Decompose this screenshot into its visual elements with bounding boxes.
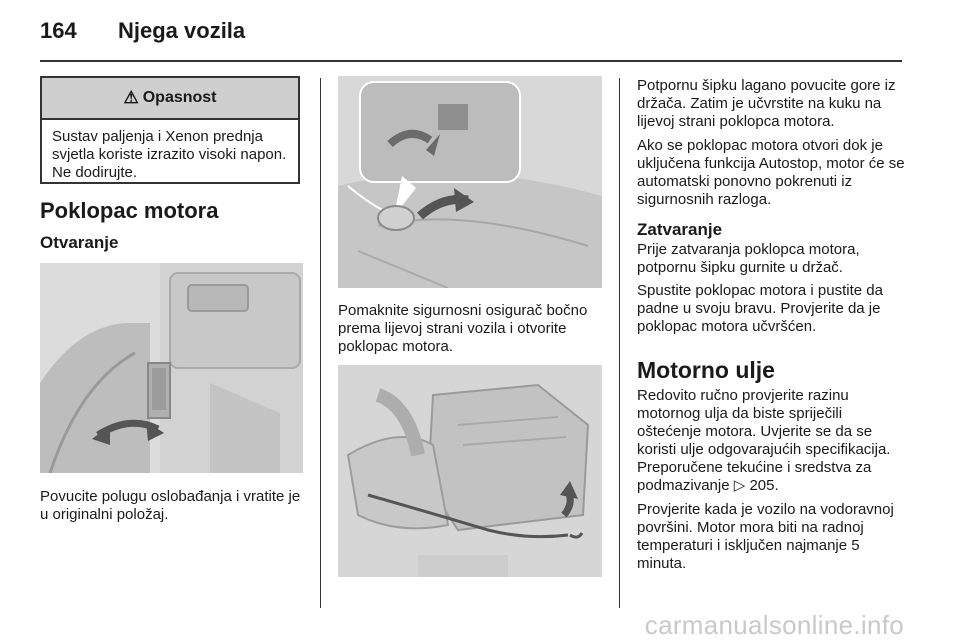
header-divider (40, 60, 902, 62)
column-divider (320, 78, 321, 608)
caption-safety-catch: Pomaknite sigurnosni osigurač bočno prema lijevoj strani vozila i otvorite poklopac motora. (338, 302, 588, 355)
page-reference-icon: ▷ (733, 477, 750, 494)
page-reference-link[interactable]: 205. (749, 477, 779, 494)
warning-triangle-icon: ⚠ (123, 88, 139, 107)
warning-text: Sustav paljenja i Xenon prednja svjetla koriste izrazito visoki napon. Ne dodirujte. (52, 128, 287, 181)
hood-release-lever-illustration (40, 263, 303, 473)
paragraph-oil-conditions: Provjerite kada je vozilo na vodoravnoj površini. Motor mora biti na radnoj temperaturi i isključen najmanje 5 minuta. (637, 501, 894, 572)
page-title: Njega vozila (118, 18, 246, 43)
oil-check-text: Redovito ručno provjerite razinu motornog ulja da biste spriječili oštećenje motora. Uvjerite se da se koristi ulje odgovarajućih specifikacija. Preporučene tekućine i sredstva za podmazivanje (637, 387, 891, 494)
paragraph-prop-rod: Potpornu šipku lagano povucite gore iz držača. Zatim je učvrstite na kuku na lijevoj strani poklopca motora. (637, 77, 896, 130)
engine-compartment-illustration (338, 365, 602, 577)
warning-header (42, 78, 298, 120)
warning-title: Opasnost (142, 89, 217, 106)
page-number: 164 (40, 18, 77, 43)
paragraph-closing-rod: Prije zatvaranja poklopca motora, potpornu šipku gurnite u držač. (637, 241, 860, 276)
section-heading-hood: Poklopac motora (40, 198, 219, 223)
watermark: carmanualsonline.info (644, 610, 904, 640)
hood-safety-catch-illustration (338, 76, 602, 288)
caption-release-lever: Povucite polugu oslobađanja i vratite je u originalni položaj. (40, 488, 301, 523)
paragraph-oil-check (637, 387, 905, 495)
section-heading-engine-oil: Motorno ulje (637, 357, 775, 383)
subheading-closing: Zatvaranje (637, 220, 723, 239)
paragraph-closing-lock: Spustite poklopac motora i pustite da padne u svoju bravu. Provjerite da je poklopac motora učvršćen. (637, 282, 883, 335)
paragraph-autostop: Ako se poklopac motora otvori dok je uključena funkcija Autostop, motor će se automatski ponovno pokrenuti iz sigurnosnih razloga. (637, 137, 905, 208)
warning-box (40, 76, 300, 184)
column-divider (619, 78, 620, 608)
subheading-opening: Otvaranje (40, 233, 119, 252)
